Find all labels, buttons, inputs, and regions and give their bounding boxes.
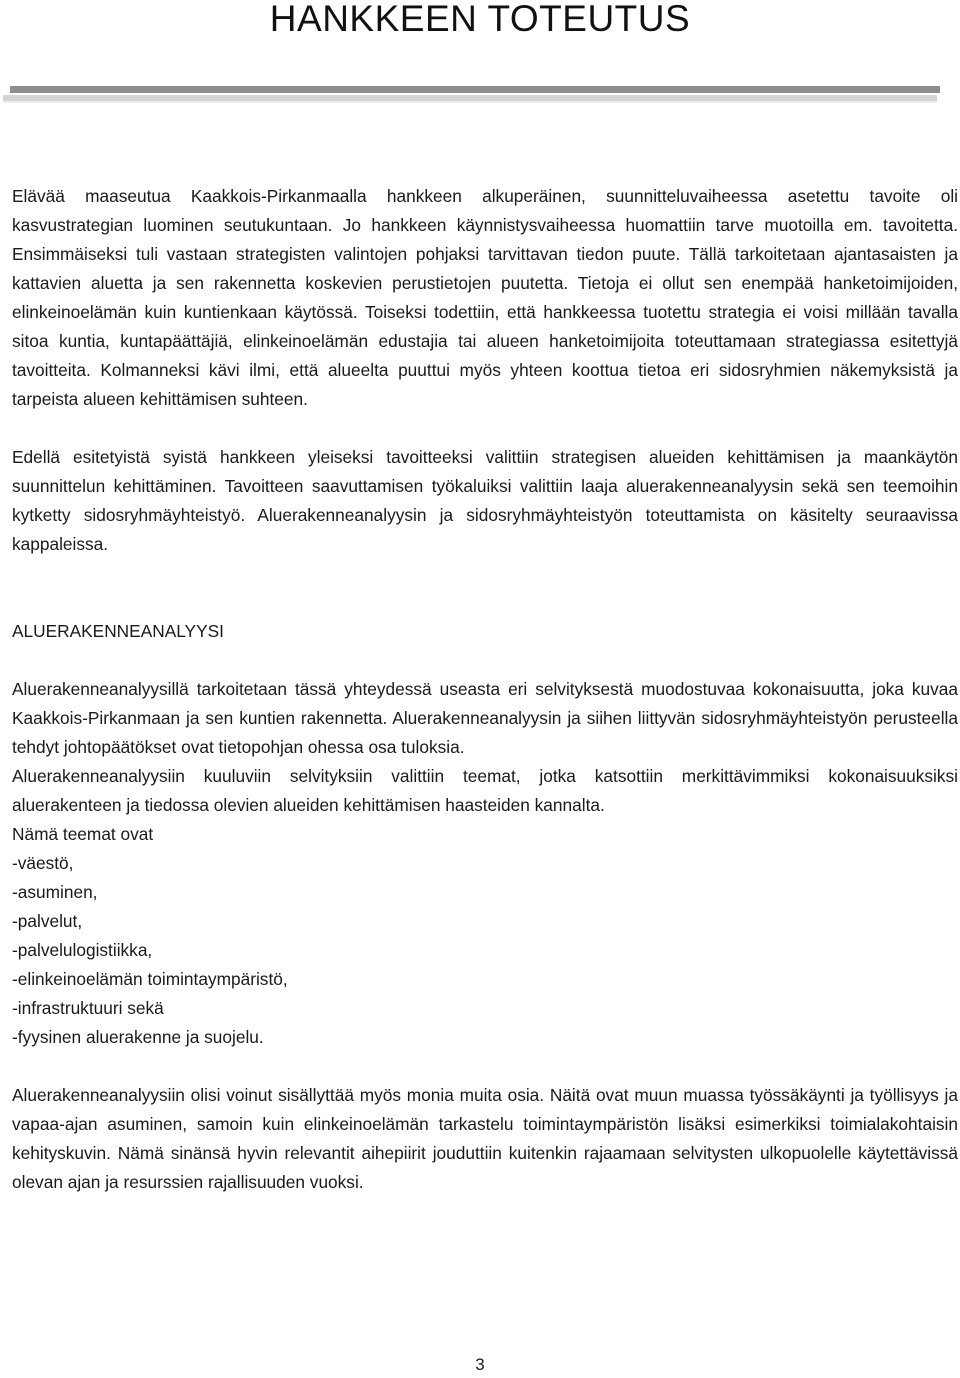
goal-paragraph: Edellä esitetyistä syistä hankkeen yleiseksi tavoitteeksi valittiin strategisen alueiden kehittämisen ja maankäytön suunnittelun kehittäminen. Tavoitteen saavuttamisen työkaluiksi valittiin laaja aluerakenneanalyysin sekä sen teemoihin kytketty sidosryhmäyhteistyö. Aluerakenneanalyysin ja sidosryhmäyhteistyön toteuttamista on käsitelty seuraavissa kappaleissa. — [12, 447, 958, 554]
list-item: -elinkeinoelämän toimintaympäristö, — [12, 969, 288, 989]
section-heading: ALUERAKENNEANALYYSI — [12, 621, 224, 641]
page-title: HANKKEEN TOTEUTUS — [269, 0, 691, 39]
list-item: -asuminen, — [12, 882, 98, 902]
document-body — [12, 182, 958, 1197]
intro-paragraph: Elävää maaseutua Kaakkois-Pirkanmaalla hankkeen alkuperäinen, suunnitteluvaiheessa asetettu tavoite oli kasvustrategian luominen seutukuntaan. Jo hankkeen käynnistysvaiheessa huomattiin tarve muotoilla em. tavoitetta. Ensimmäiseksi tuli vastaan strategisten valintojen pohjaksi tarvittavan tiedon puute. Tällä tarkoitetaan ajantasaisten ja kattavien aluetta ja sen rakennetta koskevien perustietojen puutetta. Tietoja ei ollut sen enempää hanketoimijoiden, elinkeinoelämän kuin kuntienkaan käytössä. Toiseksi todettiin, että hankkeessa tuotettu strategia ei voisi millään tavalla sitoa kuntia, kuntapäättäjiä, elinkeinoelämän edustajia tai alueen hanketoimijoita toteuttamaan strategiassa esitettyjä tavoitteita. Kolmanneksi kävi ilmi, että alueelta puuttui myös yhteen koottua tietoa eri sidosryhmien näkemyksistä ja tarpeista alueen kehittämisen suhteen. — [12, 186, 958, 409]
page-number: 3 — [475, 1355, 485, 1374]
scope-paragraph: Aluerakenneanalyysiin olisi voinut sisällyttää myös monia muita osia. Näitä ovat muun muassa työssäkäynti ja työllisyys ja vapaa-ajan asuminen, samoin kuin elinkeinoelämän tarkastelu toimintaympäristön lisäksi esimerkiksi toimialakohtaisin kehityskuvin. Nämä sinänsä hyvin relevantit aihepiirit jouduttiin kuitenkin rajaamaan selvitysten ulkopuolelle käytettävissä olevan ajan ja resurssien rajallisuuden vuoksi. — [12, 1085, 958, 1192]
themes-intro: Nämä teemat ovat — [12, 824, 154, 844]
list-item: -palvelulogistiikka, — [12, 940, 153, 960]
list-item: -väestö, — [12, 853, 74, 873]
list-item: -infrastruktuuri sekä — [12, 998, 164, 1018]
analysis-themes-paragraph: Aluerakenneanalyysiin kuuluviin selvityksiin valittiin teemat, jotka katsottiin merkittävimmiksi kokonaisuuksiksi aluerakenteen ja tiedossa olevien alueiden kehittämisen haasteiden kannalta. — [12, 766, 958, 815]
themes-list — [12, 849, 958, 1052]
list-item: -fyysinen aluerakenne ja suojelu. — [12, 1027, 264, 1047]
title-underline-edge — [3, 101, 937, 103]
title-underline — [10, 86, 940, 93]
list-item: -palvelut, — [12, 911, 83, 931]
analysis-definition-paragraph: Aluerakenneanalyysillä tarkoitetaan tässä yhteydessä useasta eri selvityksestä muodostuvaa kokonaisuutta, joka kuvaa Kaakkois-Pirkanmaan ja sen kuntien rakennetta. Aluerakenneanalyysin ja siihen liittyvän sidosryhmäyhteistyön perusteella tehdyt johtopäätökset ovat tietopohjan ohessa osa tuloksia. — [12, 679, 958, 757]
